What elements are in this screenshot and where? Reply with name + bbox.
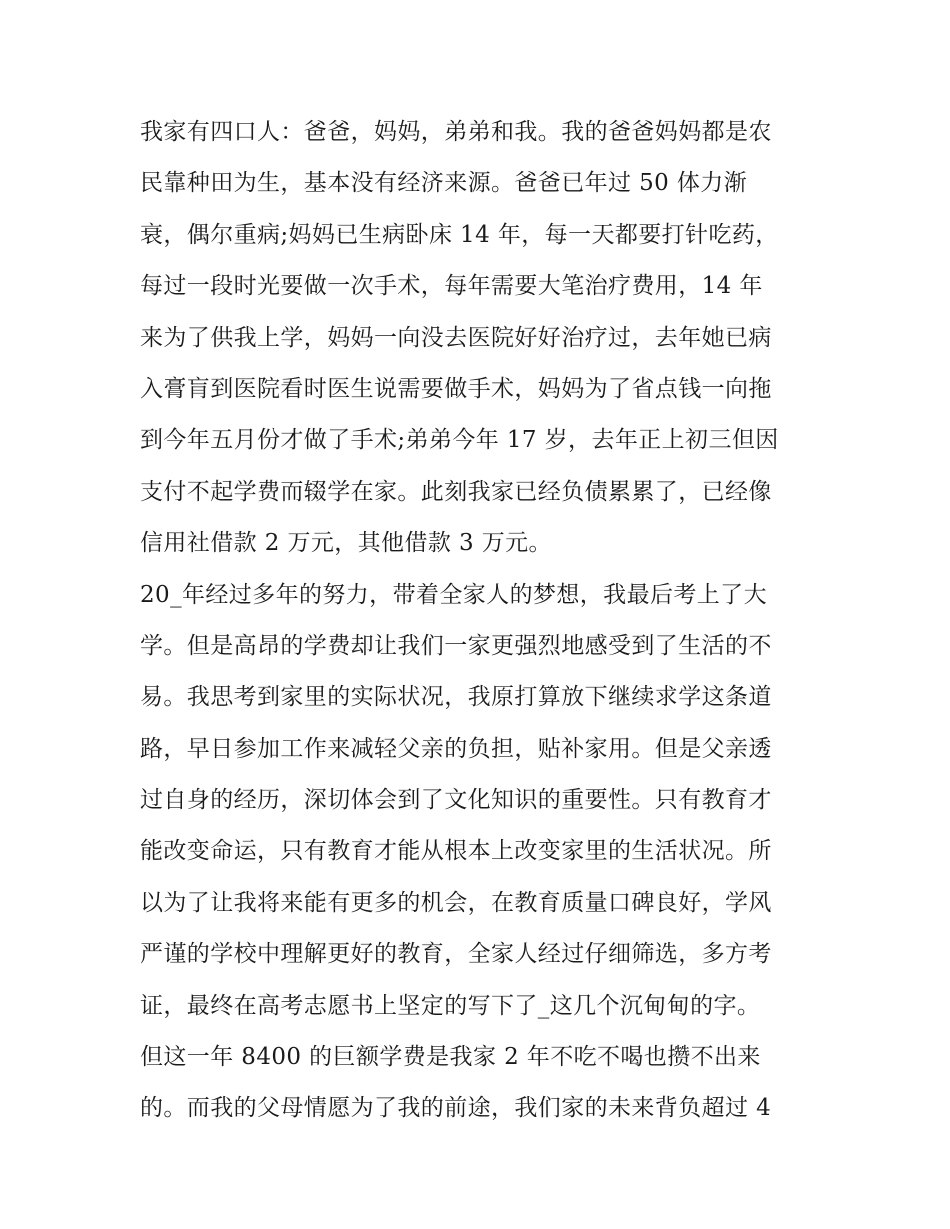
text-line: 入膏肓到医院看时医生说需要做手术，妈妈为了省点钱一向拖 (140, 375, 772, 402)
text-line: 20_年经过多年的努力，带着全家人的梦想，我最后考上了大 (140, 581, 767, 608)
text-line: 证，最终在高考志愿书上坚定的写下了_这几个沉甸甸的字。 (140, 992, 761, 1019)
text-line: 以为了让我将来能有更多的机会，在教育质量口碑良好，学风 (140, 889, 772, 916)
text-line: 信用社借款 2 万元，其他借款 3 万元。 (140, 530, 552, 557)
text-line: 到今年五月份才做了手术;弟弟今年 17 岁，去年正上初三但因 (140, 427, 779, 454)
text-line: 能改变命运，只有教育才能从根本上改变家里的生活状况。所 (140, 838, 772, 865)
body-text (140, 107, 840, 1135)
text-line: 但这一年 8400 的巨额学费是我家 2 年不吃不喝也攒不出来 (140, 1044, 761, 1071)
text-line: 每过一段时光要做一次手术，每年需要大笔治疗费用，14 年 (140, 273, 763, 300)
text-line: 严谨的学校中理解更好的教育，全家人经过仔细筛选，多方考 (140, 941, 772, 968)
text-line: 我家有四口人：爸爸，妈妈，弟弟和我。我的爸爸妈妈都是农 (140, 119, 772, 145)
text-line: 过自身的经历，深切体会到了文化知识的重要性。只有教育才 (140, 787, 772, 814)
text-line: 民靠种田为生，基本没有经济来源。爸爸已年过 50 体力渐 (140, 170, 748, 197)
text-line: 的。而我的父母情愿为了我的前途，我们家的未来背负超过 4 (140, 1095, 772, 1122)
text-line: 路，早日参加工作来减轻父亲的负担，贴补家用。但是父亲透 (140, 735, 772, 762)
text-line: 来为了供我上学，妈妈一向没去医院好好治疗过，去年她已病 (140, 324, 772, 351)
text-line: 易。我思考到家里的实际状况，我原打算放下继续求学这条道 (140, 684, 772, 711)
text-line: 学。但是高昂的学费却让我们一家更强烈地感受到了生活的不 (140, 632, 772, 659)
text-line: 支付不起学费而辍学在家。此刻我家已经负债累累了，已经像 (140, 478, 772, 505)
text-line: 衰，偶尔重病;妈妈已生病卧床 14 年，每一天都要打针吃药， (140, 221, 779, 248)
